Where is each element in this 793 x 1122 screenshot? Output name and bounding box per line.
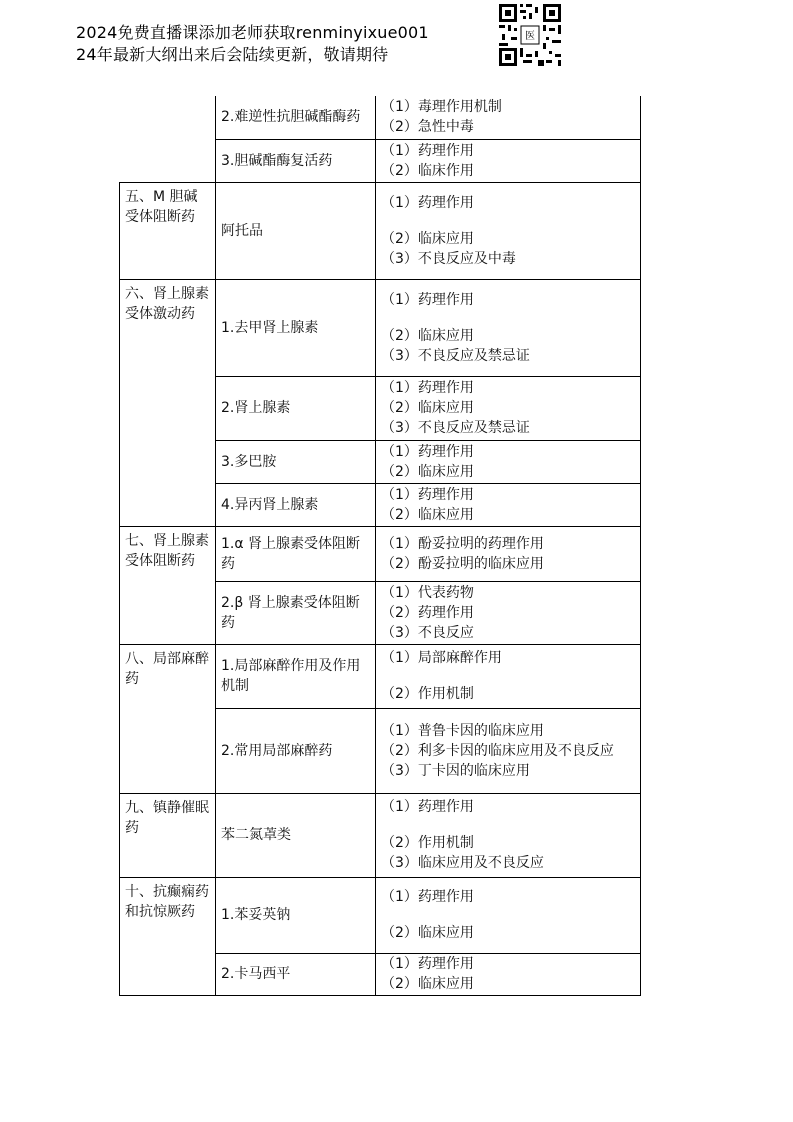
spacer (381, 668, 635, 684)
promo-banner (76, 22, 496, 66)
point-item: （1）局部麻醉作用 (381, 650, 502, 666)
points-cell (376, 526, 641, 581)
point-item: （3）不良反应 (381, 624, 474, 641)
point-item: （3）丁卡因的临床应用 (381, 762, 530, 779)
chapter-cell: 九、镇静催眠药 (120, 793, 216, 877)
point-item: （1）药理作用 (381, 142, 474, 159)
table-row (120, 793, 641, 877)
point-item: （2）利多卡因的临床应用及不良反应 (381, 742, 614, 759)
topic-cell: 1.苯妥英钠 (216, 877, 376, 953)
topic-cell: 阿托品 (216, 182, 376, 279)
point-item: （1）药理作用 (381, 194, 474, 211)
points-cell (376, 793, 641, 877)
promo-line-1: 2024免费直播课添加老师获取renminyixue001 (76, 23, 429, 42)
table-row (120, 182, 641, 279)
point-item: （3）不良反应及中毒 (381, 250, 516, 267)
points-cell (376, 440, 641, 483)
topic-cell: 1.α 肾上腺素受体阻断药 (216, 526, 376, 581)
point-item: （2）临床应用 (381, 506, 474, 523)
syllabus-table (119, 96, 641, 996)
topic-cell: 3.胆碱酯酶复活药 (216, 139, 376, 182)
point-item: （2）药理作用 (381, 604, 474, 621)
point-item: （1）药理作用 (381, 799, 474, 815)
point-item: （1）酚妥拉明的药理作用 (381, 535, 544, 552)
table-row (120, 279, 641, 376)
points-cell (376, 279, 641, 376)
topic-cell: 1.局部麻醉作用及作用机制 (216, 644, 376, 708)
table-row (120, 644, 641, 708)
point-item: （1）药理作用 (381, 889, 474, 905)
point-item: （2）临床应用 (381, 463, 474, 480)
point-item: （1）药理作用 (381, 380, 474, 396)
points-cell (376, 139, 641, 182)
point-item: （2）作用机制 (381, 686, 474, 702)
point-item: （3）不良反应及禁忌证 (381, 347, 530, 364)
points-cell (376, 877, 641, 953)
point-item: （1）药理作用 (381, 486, 474, 503)
points-cell (376, 708, 641, 793)
points-cell (376, 376, 641, 440)
qr-code-icon (497, 2, 563, 68)
points-cell (376, 182, 641, 279)
point-item: （2）临床应用 (381, 327, 474, 344)
point-item: （2）临床应用 (381, 976, 474, 992)
points-cell (376, 953, 641, 995)
point-item: （2）酚妥拉明的临床应用 (381, 555, 544, 572)
spacer (381, 213, 635, 229)
table-row (120, 877, 641, 953)
spacer (381, 907, 635, 923)
point-item: （2）临床应用 (381, 230, 474, 247)
point-item: （3）临床应用及不良反应 (381, 855, 544, 871)
chapter-cell (120, 96, 216, 182)
point-item: （3）不良反应及禁忌证 (381, 420, 530, 436)
topic-cell: 2.难逆性抗胆碱酯酶药 (216, 96, 376, 139)
promo-line-2: 24年最新大纲出来后会陆续更新，敬请期待 (76, 45, 389, 64)
chapter-cell: 六、肾上腺素受体激动药 (120, 279, 216, 526)
points-cell (376, 581, 641, 644)
point-item: （1）代表药物 (381, 584, 474, 601)
point-item: （1）普鲁卡因的临床应用 (381, 722, 544, 739)
spacer (381, 817, 635, 833)
point-item: （1）药理作用 (381, 956, 474, 972)
spacer (381, 310, 635, 326)
topic-cell: 2.肾上腺素 (216, 376, 376, 440)
chapter-cell: 五、M 胆碱受体阻断药 (120, 182, 216, 279)
point-item: （2）临床应用 (381, 925, 474, 941)
point-item: （1）毒理作用机制 (381, 99, 502, 116)
topic-cell: 4.异丙肾上腺素 (216, 483, 376, 526)
chapter-cell: 十、抗癫痫药和抗惊厥药 (120, 877, 216, 995)
point-item: （1）药理作用 (381, 291, 474, 308)
topic-cell: 2.卡马西平 (216, 953, 376, 995)
points-cell (376, 483, 641, 526)
chapter-cell: 八、局部麻醉药 (120, 644, 216, 793)
points-cell (376, 644, 641, 708)
point-item: （2）急性中毒 (381, 119, 474, 136)
point-item: （1）药理作用 (381, 443, 474, 460)
table-row (120, 526, 641, 581)
topic-cell: 2.β 肾上腺素受体阻断药 (216, 581, 376, 644)
topic-cell: 1.去甲肾上腺素 (216, 279, 376, 376)
topic-cell: 2.常用局部麻醉药 (216, 708, 376, 793)
topic-cell: 苯二氮䓬类 (216, 793, 376, 877)
topic-cell: 3.多巴胺 (216, 440, 376, 483)
point-item: （2）临床应用 (381, 400, 474, 416)
chapter-cell: 七、肾上腺素受体阻断药 (120, 526, 216, 644)
point-item: （2）作用机制 (381, 835, 474, 851)
qr-center-label: 医 (525, 31, 535, 42)
point-item: （2）临床作用 (381, 162, 474, 179)
points-cell (376, 96, 641, 139)
table-row (120, 96, 641, 139)
